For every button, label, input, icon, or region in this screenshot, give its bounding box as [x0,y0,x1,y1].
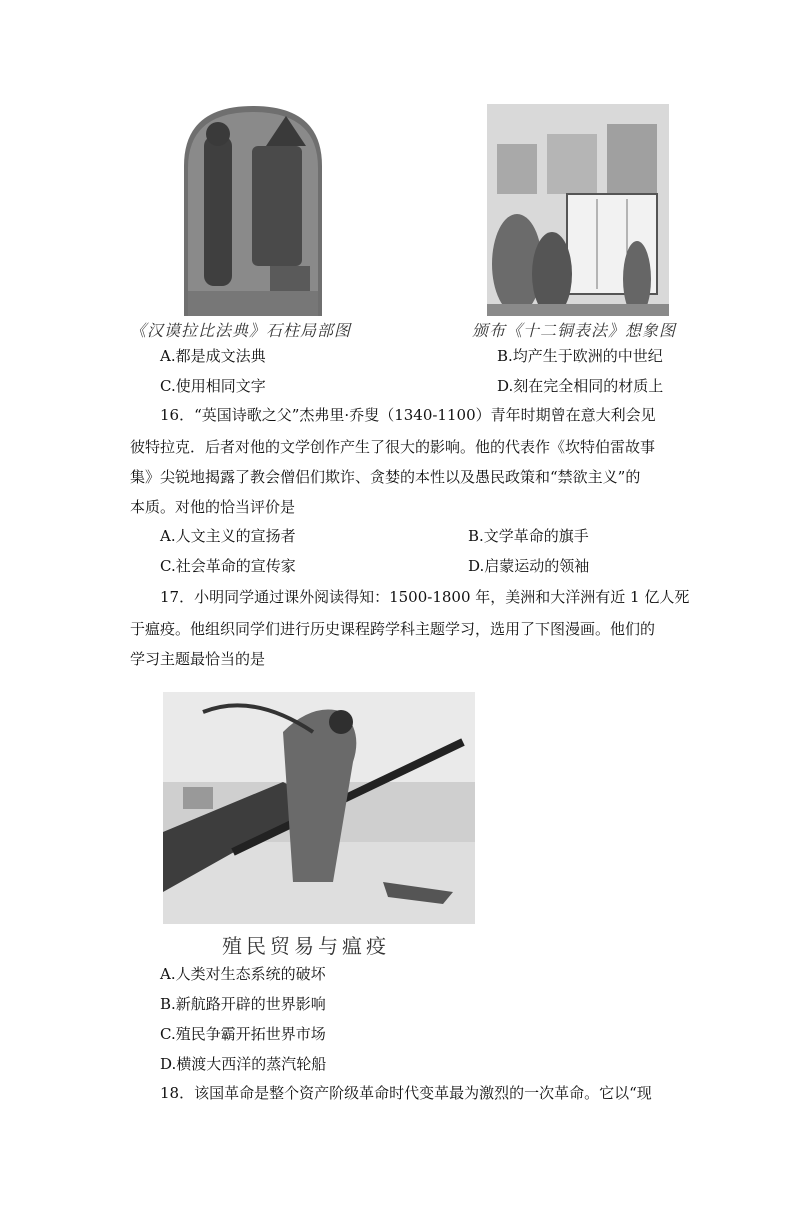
q16-line-4: 本质。对他的恰当评价是 [130,498,296,516]
stele-caption: 《汉谟拉比法典》石柱局部图 [130,321,352,340]
q16-line-2: 彼特拉克．后者对他的文学创作产生了很大的影响。他的代表作《坎特伯雷故事 [130,438,656,456]
q15-option-b[interactable]: B.均产生于欧洲的中世纪 [497,347,663,365]
q16-option-a[interactable]: A.人文主义的宣扬者 [160,527,296,545]
q17-line-2: 于瘟疫。他组织同学们进行历史课程跨学科主题学习，选用了下图漫画。他们的 [130,620,656,638]
cartoon-illustration [163,692,475,924]
twelve-tables-image [487,104,669,316]
cartoon-caption: 殖民贸易与瘟疫 [222,934,390,958]
q15-option-d[interactable]: D.刻在完全相同的材质上 [497,377,664,395]
q17-option-d[interactable]: D.横渡大西洋的蒸汽轮船 [160,1055,327,1073]
q16-option-c[interactable]: C.社会革命的宣传家 [160,557,296,575]
q17-option-a[interactable]: A.人类对生态系统的破坏 [160,965,326,983]
q16-option-d[interactable]: D.启蒙运动的领袖 [468,557,590,575]
q16-option-b[interactable]: B.文学革命的旗手 [468,527,589,545]
twelve-tables-illustration [487,104,669,316]
q15-option-a[interactable]: A.都是成文法典 [160,347,266,365]
q18-line-1: 18．该国革命是整个资产阶级革命时代变革最为激烈的一次革命。它以“现 [160,1084,652,1102]
q16-line-1: 16．“英国诗歌之父”杰弗里·乔叟（1340-1100）青年时期曾在意大利会见 [160,406,656,424]
stele-illustration [174,106,332,316]
colonial-plague-cartoon [163,692,475,924]
hammurabi-stele-image [174,106,332,316]
q15-option-c[interactable]: C.使用相同文字 [160,377,266,395]
q16-line-3: 集》尖锐地揭露了教会僧侣们欺诈、贪婪的本性以及愚民政策和“禁欲主义”的 [130,468,641,486]
q17-line-3: 学习主题最恰当的是 [130,650,266,668]
q17-option-c[interactable]: C.殖民争霸开拓世界市场 [160,1025,326,1043]
q17-line-1: 17．小明同学通过课外阅读得知：1500-1800 年，美洲和大洋洲有近 1 亿人死 [160,588,690,606]
q17-option-b[interactable]: B.新航路开辟的世界影响 [160,995,326,1013]
twelve-tables-caption: 颁布《十二铜表法》想象图 [472,321,677,340]
